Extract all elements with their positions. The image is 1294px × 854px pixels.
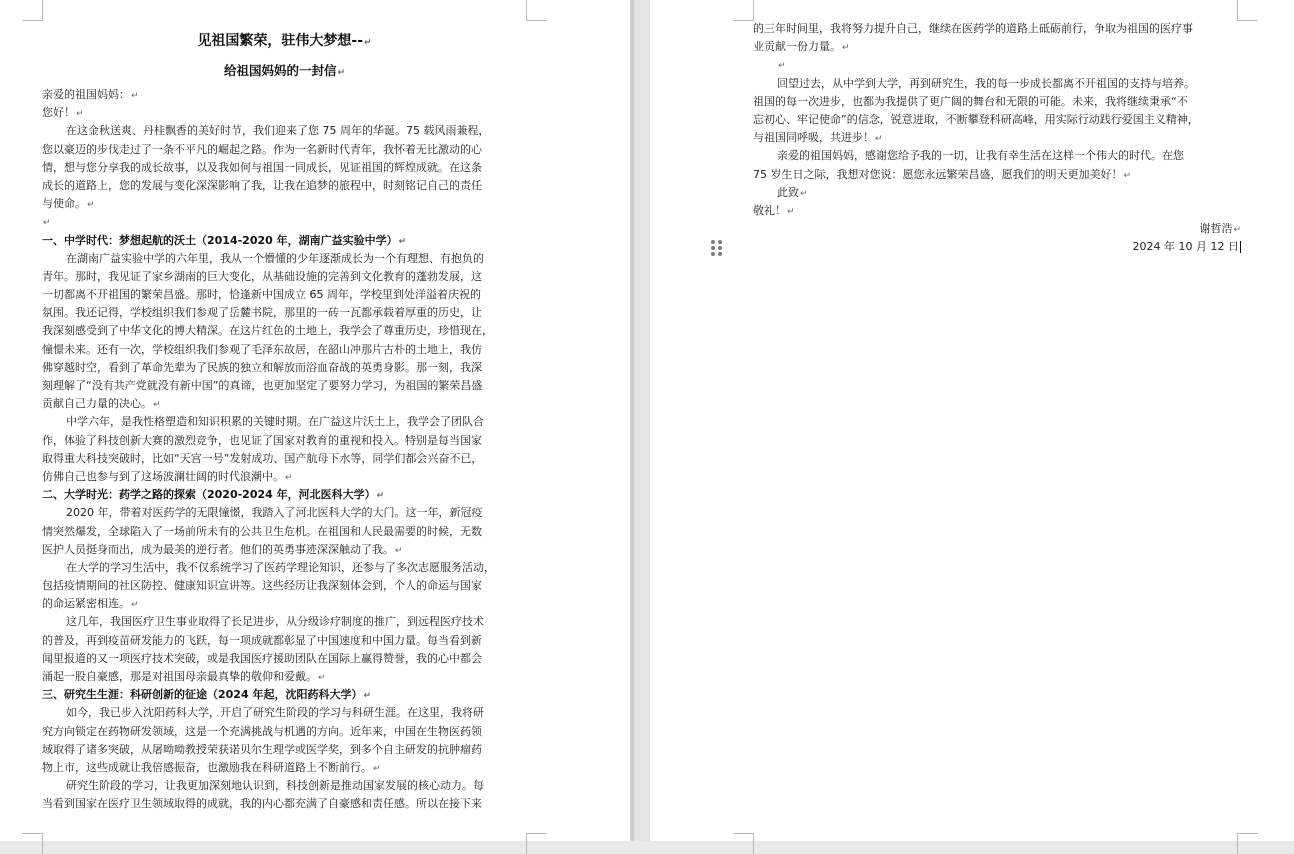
text-line[interactable]: [753, 56, 1241, 74]
line-text: 谢哲浩: [1199, 222, 1233, 236]
line-text: 作，体验了科技创新大赛的激烈竞争，也见证了国家对教育的重视和投入。特别是每当国家: [42, 433, 482, 447]
line-text: 您好！: [42, 106, 75, 120]
text-line[interactable]: [42, 395, 527, 413]
text-line[interactable]: [42, 613, 527, 631]
text-line[interactable]: [753, 20, 1241, 38]
paragraph-mark-icon: ↵: [363, 691, 371, 702]
text-line[interactable]: [753, 93, 1241, 111]
line-text: 回望过去，从中学到大学，再到研究生，我的每一步成长都离不开祖国的支持与培养。: [777, 76, 1195, 90]
text-line[interactable]: [42, 104, 527, 122]
margin-corner-bottom-left: [22, 833, 43, 854]
text-line[interactable]: [753, 147, 1241, 165]
line-text: 仿佛自己也参与到了这场波澜壮阔的时代浪潮中。: [42, 469, 284, 483]
paragraph-mark-icon: ↵: [318, 673, 326, 683]
paragraph-mark-icon: ↵: [1123, 170, 1132, 181]
paragraph-mark-icon: ↵: [373, 763, 381, 774]
text-line[interactable]: [753, 75, 1241, 93]
text-line[interactable]: [42, 177, 527, 195]
text-line[interactable]: [753, 111, 1241, 129]
line-text: 一切都离不开祖国的繁荣昌盛。那时，恰逢新中国成立 65 周年，学校里到处洋溢着庆祝的: [42, 288, 481, 302]
text-line[interactable]: [42, 504, 527, 522]
line-text: 的普及，再到疫苗研发能力的飞跃，每一项成就都彰显了中国速度和中国力量。每当看到新: [42, 633, 482, 647]
text-line[interactable]: [753, 238, 1241, 256]
paragraph-mark-icon: ↵: [76, 109, 84, 120]
text-line[interactable]: [42, 268, 527, 286]
text-line[interactable]: [42, 122, 527, 140]
line-text: 与祖国同呼吸，共进步！: [753, 131, 874, 145]
line-text: 刻理解了“没有共产党就没有新中国”的真谛，也更加坚定了要努力学习，为祖国的繁荣昌盛: [42, 379, 483, 392]
text-line[interactable]: [42, 668, 527, 686]
text-line[interactable]: [42, 523, 527, 541]
text-line[interactable]: [42, 377, 527, 395]
line-text: 成长的道路上，您的发展与变化深深影响了我，让我在追梦的旅程中，时刻铭记自己的责任: [42, 178, 482, 192]
text-line[interactable]: [42, 759, 527, 777]
line-text: 医护人员挺身而出，成为最美的逆行者。他们的英勇事迹深深触动了我。: [42, 542, 394, 556]
paragraph-mark-icon: ↵: [395, 545, 403, 556]
line-text: 贡献自己力量的决心。: [42, 397, 152, 411]
text-line[interactable]: [42, 322, 527, 340]
paragraph-mark-icon: ↵: [842, 43, 850, 54]
line-text: 氛围。我还记得，学校组织我们参观了岳麓书院，那里的一砖一瓦都承载着厚重的历史，让: [42, 306, 482, 320]
line-text: 在湖南广益实验中学的六年里，我从一个懵懂的少年逐渐成长为一个有理想、有抱负的: [66, 251, 484, 265]
paragraph-mark-icon: ↵: [131, 600, 139, 611]
text-line[interactable]: [42, 559, 527, 577]
text-line[interactable]: [42, 195, 527, 213]
document-page-2[interactable]: [650, 0, 1294, 841]
text-line[interactable]: [42, 304, 527, 322]
line-text: 敬礼！: [753, 203, 786, 217]
line-text: 亲爱的祖国妈妈：: [42, 88, 130, 101]
paragraph-mark-icon: ↵: [285, 472, 293, 483]
margin-corner-top-right: [526, 0, 547, 21]
text-line[interactable]: [42, 450, 527, 468]
letter-subtitle: 给祖国妈妈的一封信↵: [223, 63, 346, 78]
text-line[interactable]: [42, 468, 527, 486]
line-text: 当看到国家在医疗卫生领域取得的成就，我的内心都充满了自豪感和责任感。所以在接下来: [42, 797, 482, 811]
line-text: 闻里报道的又一项医疗技术突破，或是我国医疗援助团队在国际上赢得赞誉，我的心中都会: [42, 651, 482, 665]
line-text: 憧憬未来。还有一次，学校组织我们参观了毛泽东故居，在韶山冲那片古朴的土地上，我仿: [42, 342, 482, 356]
text-line[interactable]: [42, 432, 527, 450]
document-page-1[interactable]: [0, 0, 630, 841]
paragraph-mark-icon: ↵: [1233, 225, 1241, 236]
paragraph-mark-icon: ↵: [43, 218, 51, 229]
line-text: 的命运紧密相连。: [42, 597, 130, 611]
line-text: 祖国的每一次进步，也都为我提供了更广阔的舞台和无限的可能。未来，我将继续秉承“不: [753, 94, 1188, 108]
paragraph-mark-icon: ↵: [800, 188, 808, 199]
page-2-text-area[interactable]: [753, 20, 1241, 256]
line-text: 三、研究生生涯：科研创新的征途（2024 年起，沈阳药科大学）: [42, 688, 363, 702]
text-line[interactable]: [42, 213, 527, 231]
line-text: 物上市，这些成就让我倍感振奋，也激励我在科研道路上不断前行。: [42, 760, 372, 774]
text-line[interactable]: [42, 723, 527, 741]
line-text: 在大学的学习生活中，我不仅系统学习了医药学理论知识，还参与了多次志愿服务活动，: [66, 560, 495, 574]
line-text: 如今，我已步入沈阳药科大学，开启了研究生阶段的学习与科研生涯。在这里，我将研: [66, 706, 484, 720]
page-1-paragraphs[interactable]: [42, 86, 527, 814]
paragraph-mark-icon: ↵: [376, 491, 385, 502]
text-line[interactable]: [753, 129, 1241, 147]
text-line[interactable]: [753, 220, 1241, 238]
line-text: 中学六年，是我性格塑造和知识积累的关键时期。在广益这片沃土上，我学会了团队合: [66, 415, 484, 429]
paragraph-mark-icon: ↵: [398, 236, 407, 247]
margin-corner-top-right: [1237, 0, 1258, 21]
drag-handle-icon[interactable]: [711, 240, 723, 260]
paragraph-mark-icon: ↵: [153, 400, 161, 411]
paragraph-mark-icon: ↵: [131, 91, 139, 101]
text-line[interactable]: [42, 595, 527, 613]
margin-corner-bottom-right: [1237, 833, 1258, 854]
margin-corner-bottom-left: [733, 833, 754, 854]
line-text: 75 岁生日之际，我想对您说：愿您永远繁荣昌盛，愿我们的明天更加美好！: [753, 167, 1123, 181]
line-text: 取得重大科技突破时，比如“天宫一号”发射成功、国产航母下水等，同学们都会兴奋不已，: [42, 451, 483, 465]
margin-corner-bottom-right: [526, 833, 547, 854]
line-text: 忘初心、牢记使命”的信念，锐意进取，不断攀登科研高峰，用实际行动践行爱国主义精神，: [753, 112, 1199, 126]
section-heading[interactable]: [42, 686, 527, 704]
text-line[interactable]: [42, 741, 527, 759]
line-text: 究方向锁定在药物研发领域，这是一个充满挑战与机遇的方向。近年来，中国在生物医药领: [42, 724, 482, 738]
page-gap: [630, 0, 650, 841]
text-cursor: [1240, 241, 1241, 253]
text-line[interactable]: [42, 141, 527, 159]
line-text: 我深刻感受到了中华文化的博大精深。在这片红色的土地上，我学会了尊重历史，珍惜现在，: [42, 324, 493, 338]
line-text: 涌起一股自豪感，那是对祖国母亲最真挚的敬仰和爱戴。: [42, 670, 317, 683]
page-1-text-area[interactable]: [42, 30, 527, 814]
section-heading[interactable]: [42, 232, 527, 250]
line-text: 佛穿越时空，看到了革命先辈为了民族的独立和解放而浴血奋战的英勇身影。那一刻，我深: [42, 360, 482, 374]
margin-corner-top-left: [22, 0, 43, 21]
page-2-paragraphs[interactable]: [753, 20, 1241, 256]
line-text: 域取得了诸多突破，从屠呦呦教授荣获诺贝尔生理学或医学奖，到多个自主研发的抗肿瘤药: [42, 742, 482, 756]
line-text: 2024 年 10 月 12 日: [1132, 240, 1239, 254]
text-line[interactable]: [753, 38, 1241, 56]
text-line[interactable]: [753, 202, 1241, 220]
line-text: 此致: [777, 185, 799, 199]
line-text: 亲爱的祖国妈妈，感谢您给予我的一切，让我有幸生活在这样一个伟大的时代。在您: [777, 149, 1184, 163]
text-line[interactable]: [753, 184, 1241, 202]
line-text: 情，想与您分享我的成长故事，以及我如何与祖国一同成长，见证祖国的辉煌成就。在这条: [42, 160, 482, 174]
text-line[interactable]: [42, 159, 527, 177]
text-line[interactable]: [42, 250, 527, 268]
line-text: 与使命。: [42, 197, 86, 211]
text-line[interactable]: [42, 795, 527, 813]
line-text: 的三年时间里，我将努力提升自己，继续在医药学的道路上砥砺前行，争取为祖国的医疗事: [753, 22, 1193, 35]
line-text: 2020 年，带着对医药学的无限憧憬，我踏入了河北医科大学的大门。这一年，新冠疫: [66, 506, 483, 520]
line-text: 业贡献一份力量。: [753, 40, 841, 54]
line-text: 二、大学时光：药学之路的探索（2020-2024 年，河北医科大学）: [42, 488, 376, 502]
text-line[interactable]: [42, 650, 527, 668]
line-text: 情突然爆发，全球陷入了一场前所未有的公共卫生危机。在祖国和人民最需要的时候，无数: [42, 524, 482, 538]
text-line[interactable]: [42, 704, 527, 722]
text-line[interactable]: [42, 341, 527, 359]
paragraph-mark-icon: ↵: [778, 61, 786, 72]
paragraph-mark-icon: ↵: [787, 206, 795, 217]
line-text: 这几年，我国医疗卫生事业取得了长足进步，从分级诊疗制度的推广，到远程医疗技术: [66, 615, 484, 629]
line-text: 在这金秋送爽、丹桂飘香的美好时节，我们迎来了您 75 周年的华诞。75 载风雨兼程，: [66, 124, 490, 138]
text-line[interactable]: [42, 577, 527, 595]
text-line[interactable]: [42, 413, 527, 431]
line-text: 青年。那时，我见证了家乡湖南的巨大变化，从基础设施的完善到文化教育的蓬勃发展，这: [42, 269, 482, 283]
text-line[interactable]: [42, 359, 527, 377]
letter-title: 见祖国繁荣，驻伟大梦想--↵: [197, 33, 372, 49]
paragraph-mark-icon: ↵: [875, 134, 883, 145]
paragraph-mark-icon: ↵: [87, 200, 95, 211]
line-text: 研究生阶段的学习，让我更加深刻地认识到，科技创新是推动国家发展的核心动力。每: [66, 779, 484, 793]
text-line[interactable]: [42, 777, 527, 795]
text-line[interactable]: [753, 166, 1241, 184]
line-text: 一、中学时代：梦想起航的沃土（2014-2020 年，湖南广益实验中学）: [42, 233, 398, 247]
line-text: 包括疫情期间的社区防控、健康知识宣讲等。这些经历让我深刻体会到，个人的命运与国家: [42, 579, 482, 593]
text-line[interactable]: [42, 541, 527, 559]
text-line[interactable]: [42, 86, 527, 104]
text-line[interactable]: [42, 286, 527, 304]
margin-corner-top-left: [733, 0, 754, 21]
section-heading[interactable]: [42, 486, 527, 504]
line-text: 您以豪迈的步伐走过了一条不平凡的崛起之路。作为一名新时代青年，我怀着无比激动的心: [42, 142, 482, 156]
text-line[interactable]: [42, 632, 527, 650]
